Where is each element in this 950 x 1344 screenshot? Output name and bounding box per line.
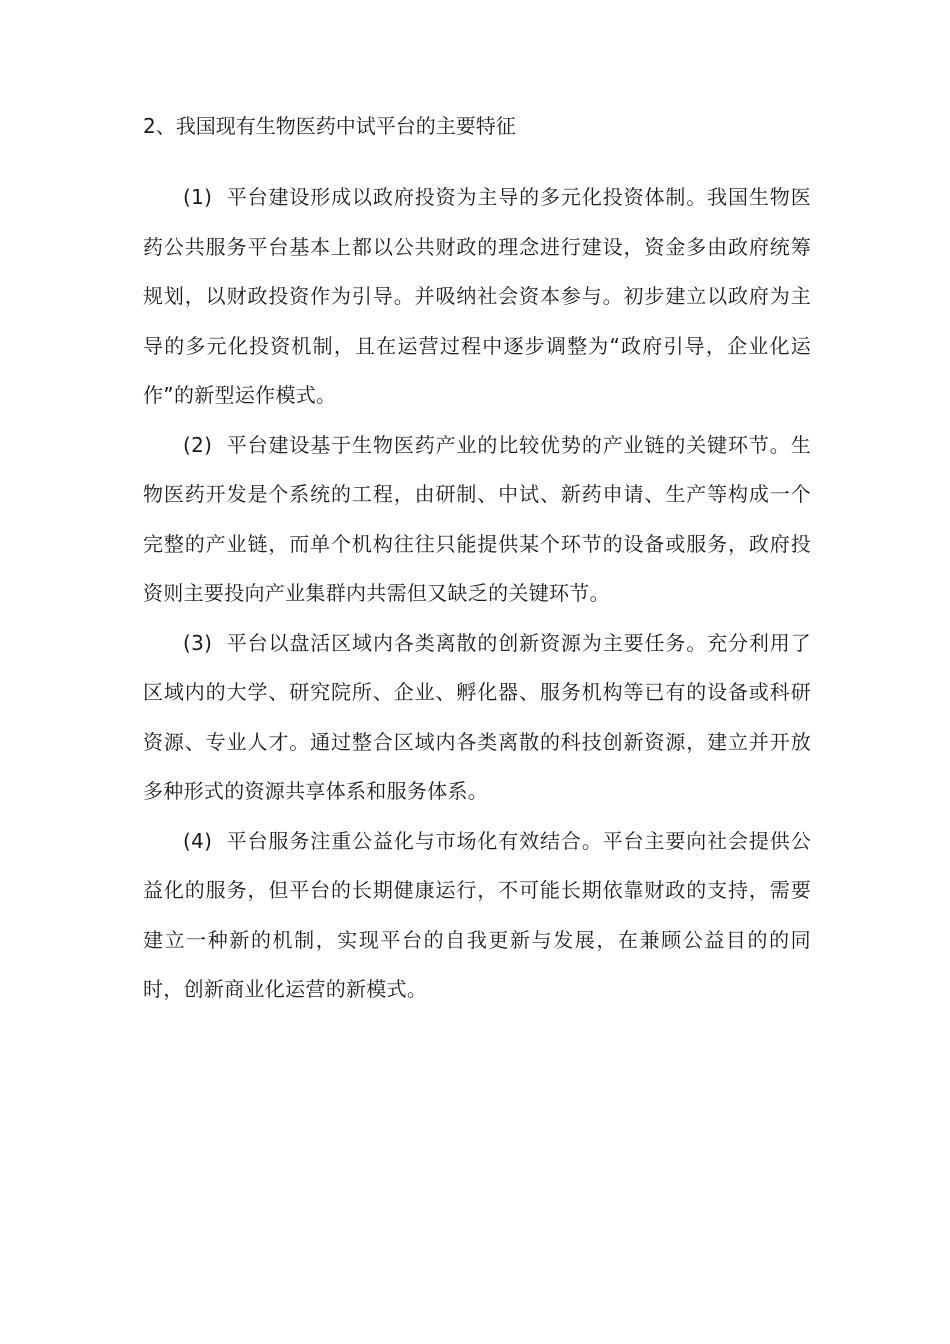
paragraph-3 [143, 619, 811, 817]
paragraph-number: (1) [183, 185, 213, 209]
paragraph-text: 平台建设基于生物医药产业的比较优势的产业链的关键环节。生物医药开发是个系统的工程，由研制、中试、新药申请、生产等构成一个完整的产业链，而单个机构往往只能提供某个环节的设备或服务，政府投资则主要投向产业集群内共需但又缺乏的关键环节。 [143, 432, 811, 605]
paragraph-text: 平台以盘活区域内各类离散的创新资源为主要任务。充分利用了区域内的大学、研究院所、企业、孵化器、服务机构等已有的设备或科研资源、专业人才。通过整合区域内各类离散的科技创新资源，建立并开放多种形式的资源共享体系和服务体系。 [143, 630, 811, 803]
paragraph-number: (3) [183, 630, 213, 655]
paragraph-number: (4) [183, 828, 213, 853]
paragraph-text: 平台建设形成以政府投资为主导的多元化投资体制。我国生物医药公共服务平台基本上都以公共财政的理念进行建设，资金多由政府统筹规划，以财政投资作为引导。并吸纳社会资本参与。初步建立以政府为主导的多元化投资机制，且在运营过程中逐步调整为“政府引导，企业化运作”的新型运作模式。 [143, 185, 811, 407]
paragraph-text: 平台服务注重公益化与市场化有效结合。平台主要向社会提供公益化的服务，但平台的长期健康运行，不可能长期依靠财政的支持，需要建立一种新的机制，实现平台的自我更新与发展，在兼顾公益目的的同时，创新商业化运营的新模式。 [143, 828, 811, 1001]
section-heading: 2、我国现有生物医药中试平台的主要特征 [143, 114, 516, 138]
paragraph-number: (2) [183, 432, 213, 457]
document-page [143, 110, 811, 1015]
paragraph-1 [143, 173, 811, 421]
paragraph-2 [143, 421, 811, 619]
paragraph-4 [143, 817, 811, 1015]
